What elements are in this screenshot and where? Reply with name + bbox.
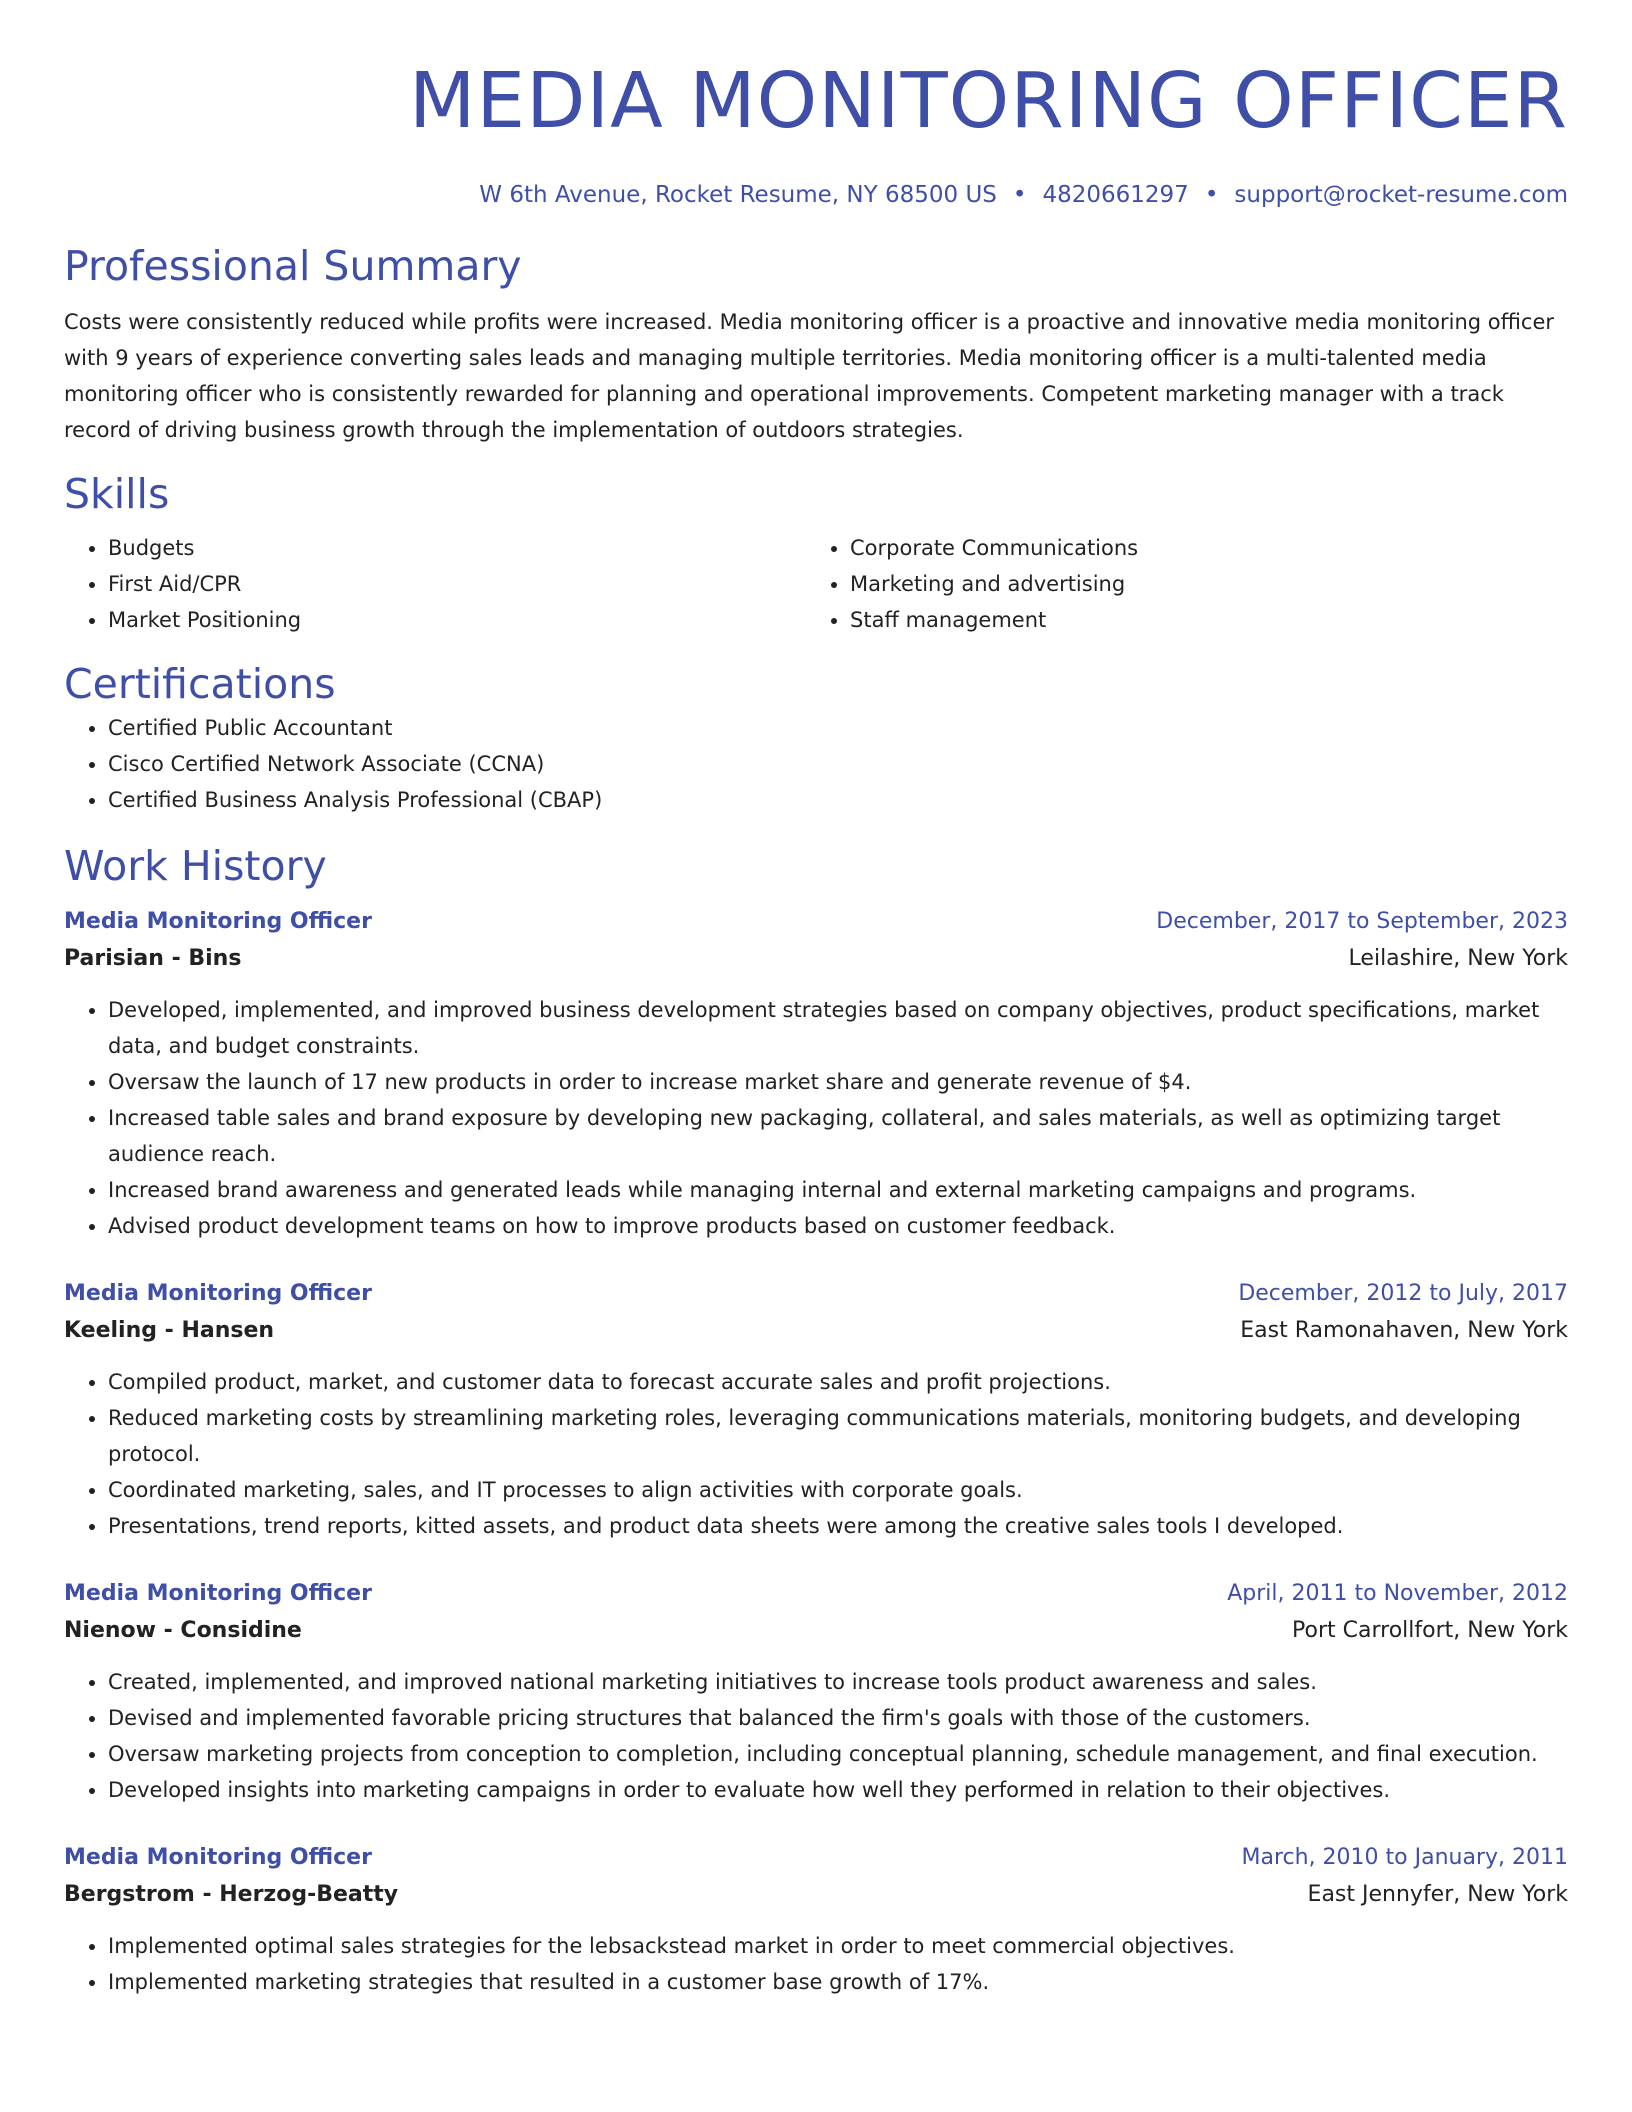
- job-title: Media Monitoring Officer: [64, 1845, 372, 1870]
- job-dates: December, 2017 to September, 2023: [1156, 909, 1568, 934]
- job-bullet: • Developed, implemented, and improved business development strategies based on company objectives, product specifications, market data, and budget constraints.: [108, 992, 1568, 1064]
- skill-item: • First Aid/CPR: [108, 566, 806, 602]
- skill-item: • Market Positioning: [108, 602, 806, 638]
- job-bullet: • Reduced marketing costs by streamlining marketing roles, leveraging communications materials, monitoring budgets, and developing protocol.: [108, 1400, 1568, 1472]
- job-entry: [64, 1576, 1568, 1808]
- job-bullet: • Increased brand awareness and generated leads while managing internal and external marketing campaigns and programs.: [108, 1172, 1568, 1208]
- job-dates: December, 2012 to July, 2017: [1238, 1281, 1568, 1306]
- job-bullet: • Created, implemented, and improved national marketing initiatives to increase tools product awareness and sales.: [108, 1664, 1568, 1700]
- job-title: Media Monitoring Officer: [64, 1581, 372, 1606]
- work-history-heading: Work History: [64, 842, 327, 890]
- contact-separator: •: [1204, 182, 1219, 208]
- skill-item: • Staff management: [850, 602, 1548, 638]
- job-bullets: [64, 992, 1568, 1244]
- job-bullets: [64, 1664, 1568, 1808]
- job-bullets: [64, 1364, 1568, 1544]
- job-location: Port Carrollfort, New York: [1292, 1618, 1568, 1643]
- skill-item: • Marketing and advertising: [850, 566, 1548, 602]
- certifications-list: [64, 710, 1568, 818]
- certification-item: • Cisco Certified Network Associate (CCNA): [108, 746, 1568, 782]
- job-company: Parisian - Bins: [64, 946, 242, 971]
- skills-list-left: [64, 530, 806, 638]
- job-bullet: • Implemented optimal sales strategies for the lebsackstead market in order to meet commercial objectives.: [108, 1928, 1568, 1964]
- job-location: Leilashire, New York: [1348, 946, 1568, 971]
- job-entry: [64, 904, 1568, 1244]
- job-bullet: • Devised and implemented favorable pricing structures that balanced the firm's goals with those of the customers.: [108, 1700, 1568, 1736]
- skill-item: • Budgets: [108, 530, 806, 566]
- job-entry: [64, 1276, 1568, 1544]
- contact-address: W 6th Avenue, Rocket Resume, NY 68500 US: [479, 182, 997, 208]
- job-title-row: [64, 1576, 1568, 1612]
- job-bullet: • Coordinated marketing, sales, and IT processes to align activities with corporate goals.: [108, 1472, 1568, 1508]
- job-company: Nienow - Considine: [64, 1618, 302, 1643]
- job-bullet: • Compiled product, market, and customer data to forecast accurate sales and profit projections.: [108, 1364, 1568, 1400]
- contact-line: [64, 178, 1568, 212]
- job-company-row: [64, 940, 1568, 978]
- skills-grid: [64, 530, 1568, 638]
- job-title: Media Monitoring Officer: [64, 909, 372, 934]
- contact-phone: 4820661297: [1042, 182, 1189, 208]
- job-bullet: • Increased table sales and brand exposure by developing new packaging, collateral, and sales materials, as well as optimizing target audience reach.: [108, 1100, 1568, 1172]
- job-bullet: • Presentations, trend reports, kitted assets, and product data sheets were among the creative sales tools I developed.: [108, 1508, 1568, 1544]
- certification-item: • Certified Business Analysis Professional (CBAP): [108, 782, 1568, 818]
- certifications-heading: Certifications: [64, 660, 336, 708]
- job-title-row: [64, 904, 1568, 940]
- job-location: East Ramonahaven, New York: [1240, 1318, 1568, 1343]
- job-bullets: [64, 1928, 1568, 2000]
- job-dates: March, 2010 to January, 2011: [1241, 1845, 1568, 1870]
- candidate-name: MEDIA MONITORING OFFICER: [409, 57, 1568, 146]
- skills-list-right: [806, 530, 1548, 638]
- job-company-row: [64, 1876, 1568, 1914]
- job-bullet: • Oversaw the launch of 17 new products in order to increase market share and generate revenue of $4.: [108, 1064, 1568, 1100]
- job-bullet: • Advised product development teams on how to improve products based on customer feedback.: [108, 1208, 1568, 1244]
- skills-heading: Skills: [64, 470, 170, 518]
- job-company-row: [64, 1612, 1568, 1650]
- job-company-row: [64, 1312, 1568, 1350]
- job-bullet: • Oversaw marketing projects from conception to completion, including conceptual planning, schedule management, and final execution.: [108, 1736, 1568, 1772]
- job-bullet: • Implemented marketing strategies that resulted in a customer base growth of 17%.: [108, 1964, 1568, 2000]
- job-location: East Jennyfer, New York: [1307, 1882, 1568, 1907]
- summary-heading: Professional Summary: [64, 242, 522, 290]
- certification-item: • Certified Public Accountant: [108, 710, 1568, 746]
- job-company: Keeling - Hansen: [64, 1318, 275, 1343]
- contact-email[interactable]: support@rocket-resume.com: [1234, 182, 1568, 208]
- contact-separator: •: [1012, 182, 1027, 208]
- job-title-row: [64, 1276, 1568, 1312]
- job-title: Media Monitoring Officer: [64, 1281, 372, 1306]
- job-company: Bergstrom - Herzog-Beatty: [64, 1882, 399, 1907]
- summary-text: Costs were consistently reduced while profits were increased. Media monitoring officer is a proactive and innovative media monitoring officer with 9 years of experience converting sales leads and managing multiple territories. Media monitoring officer is a multi-talented media monitoring officer who is consistently rewarded for planning and operational improvements. Competent marketing manager with a track record of driving business growth through the implementation of outdoors strategies.: [64, 310, 1555, 442]
- job-entry: [64, 1840, 1568, 2000]
- skill-item: • Corporate Communications: [850, 530, 1548, 566]
- job-bullet: • Developed insights into marketing campaigns in order to evaluate how well they performed in relation to their objectives.: [108, 1772, 1568, 1808]
- job-title-row: [64, 1840, 1568, 1876]
- job-dates: April, 2011 to November, 2012: [1227, 1581, 1568, 1606]
